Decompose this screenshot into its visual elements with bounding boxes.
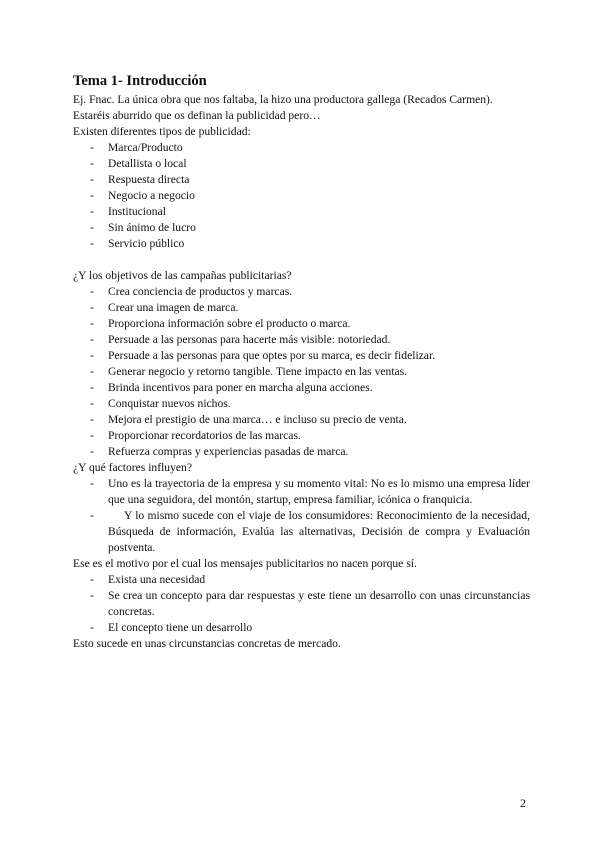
objectives-heading: ¿Y los objetivos de las campañas publicitarias? xyxy=(73,269,292,282)
list-item: - Persuade a las personas para hacerte más visible: notoriedad. xyxy=(90,333,391,346)
list-item: - Exista una necesidad xyxy=(90,573,206,586)
list-item: - Proporciona información sobre el producto o marca. xyxy=(90,317,351,330)
list-item: - Persuade a las personas para que optes por su marca, es decir fidelizar. xyxy=(90,349,436,362)
closing-text: Esto sucede en unas circunstancias concretas de mercado. xyxy=(73,637,341,650)
list-item: - Detallista o local xyxy=(90,157,187,170)
objectives-list xyxy=(73,284,530,460)
advertising-types-list xyxy=(73,140,530,252)
intro-line-1: Ej. Fnac. La única obra que nos faltaba, la hizo una productora gallega (Recados Carmen). xyxy=(73,93,493,106)
motive-text: Ese es el motivo por el cual los mensajes publicitarios no nacen porque sí. xyxy=(73,557,417,570)
intro-line-2: Estaréis aburrido que os definan la publicidad pero… xyxy=(73,109,321,122)
list-item: - Brinda incentivos para poner en marcha alguna acciones. xyxy=(90,381,373,394)
list-item: - Mejora el prestigio de una marca… e incluso su precio de venta. xyxy=(90,413,407,426)
list-item: - Conquistar nuevos nichos. xyxy=(90,397,231,410)
document-page xyxy=(73,72,530,652)
page-title: Tema 1- Introducción xyxy=(73,73,207,89)
list-item: - Refuerza compras y experiencias pasadas de marca. xyxy=(90,445,349,458)
list-item: - Crear una imagen de marca. xyxy=(90,301,239,314)
list-item: - Institucional xyxy=(90,205,166,218)
list-item: - Crea conciencia de productos y marcas. xyxy=(90,285,293,298)
page-number: 2 xyxy=(520,796,526,810)
list-item: - Proporcionar recordatorios de las marcas. xyxy=(90,429,301,442)
list-item: - El concepto tiene un desarrollo xyxy=(90,621,253,634)
list-item: - Negocio a negocio xyxy=(90,189,195,202)
factors-list xyxy=(73,476,530,556)
factors-heading: ¿Y qué factores influyen? xyxy=(73,461,192,474)
list-item: - Marca/Producto xyxy=(90,141,183,154)
motives-list xyxy=(73,572,530,636)
list-item: - Servicio público xyxy=(90,237,185,250)
list-item: - Sin ánimo de lucro xyxy=(90,221,196,234)
list-item: - Generar negocio y retorno tangible. Tiene impacto en las ventas. xyxy=(90,365,408,378)
list-item: - Y lo mismo sucede con el viaje de los consumidores: Reconocimiento de la necesidad, Búsqueda de información, Evalúa las alternativas, Decisión de compra y Evaluación postventa. xyxy=(90,509,530,554)
list-item: - Se crea un concepto para dar respuestas y este tiene un desarrollo con unas circunstancias concretas. xyxy=(90,589,530,618)
list-item: - Respuesta directa xyxy=(90,173,190,186)
intro-line-3: Existen diferentes tipos de publicidad: xyxy=(73,125,251,138)
list-item: - Uno es la trayectoria de la empresa y su momento vital: No es lo mismo una empresa líder que una seguidora, del montón, startup, empresa familiar, icónica o franquicia. xyxy=(90,477,530,506)
